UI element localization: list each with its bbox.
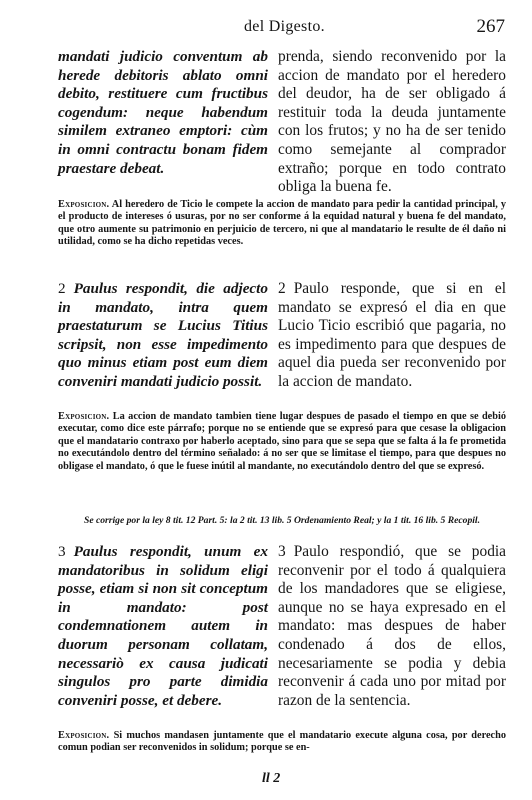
paragraph-number: 2	[58, 280, 66, 297]
spanish-text	[278, 48, 506, 197]
latin-text	[58, 48, 268, 178]
exposicion-1	[58, 199, 506, 249]
spanish-text	[278, 543, 506, 710]
paragraph-block-1	[58, 48, 506, 196]
latin-body: mandati judicio conventum ab herede debitoris ablato omni debito, restituere cum fructibus cogendum: neque habendum similem extraneo emptori: cùm in omni contractu bonam fidem praestare debeat.	[58, 48, 268, 177]
legal-reference-note: Se corrige por la ley 8 tit. 12 Part. 5: la 2 tit. 13 lib. 5 Ordenamiento Real; y la 1 tit. 16 lib. 5 Recopil.	[84, 515, 480, 526]
exposicion-label: Exposicion.	[58, 730, 110, 741]
signature-mark: ll 2	[262, 771, 281, 786]
paragraph-number: 3	[58, 543, 66, 560]
spanish-body: prenda, siendo reconvenido por la accion de mandato por el heredero del deudor, ha de ser obligado á restituir toda la deuda juntamente con los frutos; y no ha de ser tenido como semejante al comprador extraño; porque en todo contrato obliga la buena fe.	[278, 48, 506, 196]
exposicion-label: Exposicion.	[58, 199, 110, 210]
running-title: del Digesto.	[244, 18, 325, 35]
exposicion-label: Exposicion.	[58, 411, 110, 422]
exposicion-body: Al heredero de Ticio le compete la accion de mandato para pedir la cantidad principal, y el producto de intereses ó usuras, por no ser conforme á la equidad natural y buena fe del mandato, que otro aumente su patrimonio en perjuicio de tercero, ni que al mandatario le resulte de él daño ni utilidad, como se ha dicho repetidas veces.	[58, 199, 507, 248]
exposicion-3	[58, 730, 506, 755]
paragraph-block-3	[58, 543, 506, 723]
exposicion-body: La accion de mandato tambien tiene lugar despues de pasado el tiempo en que se debió executar, como dice este párrafo; porque no se entiende que se expresó para que cesase la obligacion que el mandatario contraxo por haberlo aceptado, sino para que se sepa que se falta á la fe prometida no executándolo dentro del término señalado: á no ser que se limitase el tiempo, para que despues no obligase el mandato, ó que le fuese inútil al mandante, no executándolo dentro del que se expresó.	[58, 411, 506, 472]
paragraph-block-2	[58, 280, 506, 410]
latin-body: Paulus respondit, unum ex mandatoribus in solidum eligi posse, etiam si non sit conceptum in mandato: post condemnationem autem in duorum personam collatam, necessariò ex causa judicati singulos pro parte dimidia conveniri posse, et debere.	[58, 543, 268, 709]
spanish-body: Paulo responde, que si en el mandato se expresó el dia en que Lucio Ticio escribió que pagaria, no es impedimento para que despues de aquel dia pueda ser reconvenido por la accion de mandato.	[278, 280, 506, 390]
page-number: 267	[476, 16, 505, 37]
exposicion-2	[58, 411, 506, 473]
exposicion-body: Si muchos mandasen juntamente que el mandatario execute alguna cosa, por derecho comun podian ser reconvenidos in solidum; porque se en-	[58, 730, 506, 754]
spanish-body: Paulo respondió, que se podia reconvenir por el todo á qualquiera de los mandadores que se eligiese, aunque no se haya expresado en el mandato: mas despues de haber condenado á dos de ellos, necesariamente se podia y debia reconvenir á cada uno por mitad por razon de la sentencia.	[278, 543, 506, 709]
page-header	[0, 18, 532, 42]
spanish-text	[278, 280, 506, 392]
paragraph-number: 2	[278, 280, 286, 297]
paragraph-number: 3	[278, 543, 286, 560]
latin-body: Paulus respondit, die adjecto in mandato, intra quem praestaturum se Lucius Titius scripsit, non esse impedimento quo minus etiam post eum diem conveniri mandati judicio possit.	[58, 280, 268, 390]
latin-text	[58, 280, 268, 392]
latin-text	[58, 543, 268, 710]
